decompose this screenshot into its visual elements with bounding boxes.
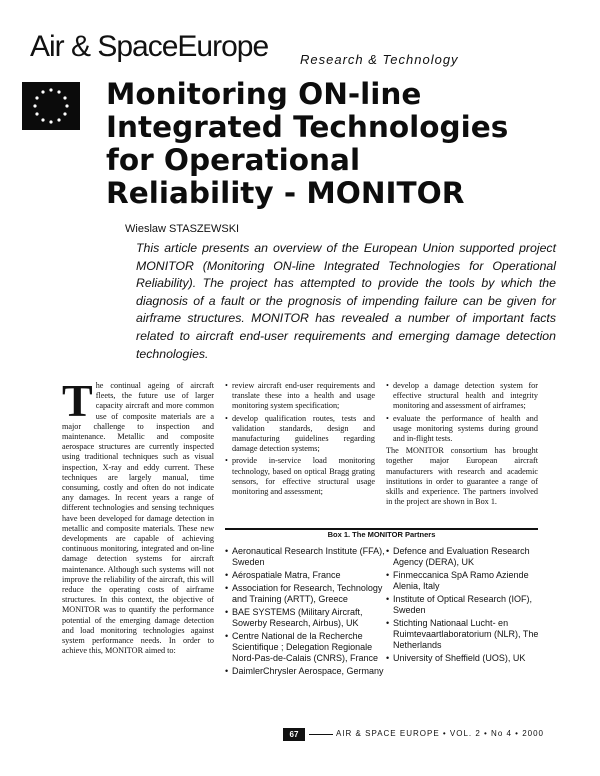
section-label: Research & Technology xyxy=(300,52,459,67)
partner-item: • University of Sheffield (UOS), UK xyxy=(386,653,541,664)
partner-item: • Aeronautical Research Institute (FFA), Sweden xyxy=(225,546,385,568)
list-item: • evaluate the performance of health and usage monitoring systems during ground and in-flight tests. xyxy=(386,414,538,445)
masthead-logo: Air & SpaceEurope xyxy=(30,30,269,63)
partners-right xyxy=(386,546,541,666)
list-item: • develop a damage detection system for effective structural health and integrity monitoring and assessment of airframes; xyxy=(386,381,538,412)
partner-item: • BAE SYSTEMS (Military Aircraft, Sowerby Research, Airbus), UK xyxy=(225,607,385,629)
partner-item: • Aérospatiale Matra, France xyxy=(225,570,385,581)
title-line: for Operational xyxy=(106,143,361,177)
body-text: he continual ageing of aircraft fleets, the future use of larger capacity aircraft and more common use of composite materials are a major challenge to inspection and maintenance. Metallic and composite aerospace structures are currently inspected using traditional techniques such as visual inspection, X-ray and eddy current. These techniques are largely manual, time consuming, costly and often do not indicate any damages. In recent years a range of different technologies and sensing techniques have been developed for damage detection in metallic and composite materials. These new developments are capable of achieving continuous monitoring, integrated and on-line damage detection systems for aircraft maintenance. Although such systems will not improve the reliability of the aircraft, this will reduce the operating costs of airframe structures. In this context, the objective of MONITOR was to quantify the performance potential of the emerging damage detection and load monitoring technologies against system performance needs. In order to achieve this, MONITOR aimed to: xyxy=(62,381,214,656)
title-line: Monitoring ON-line xyxy=(106,77,422,111)
body-column-1 xyxy=(62,375,214,656)
partner-item: • Association for Research, Technology and Training (ARTT), Greece xyxy=(225,583,385,605)
body-column-3 xyxy=(386,381,538,507)
partner-item: • Defence and Evaluation Research Agency (DERA), UK xyxy=(386,546,541,568)
list-item: • provide in-service load monitoring technology, based on optical Bragg grating sensors, for effective structural usage monitoring and assessment; xyxy=(225,456,375,497)
title-line: Integrated Technologies xyxy=(106,110,509,144)
title-line: Reliability - MONITOR xyxy=(106,176,465,210)
abstract: This article presents an overview of the European Union supported project MONITOR (Monitoring ON-line Integrated Technologies for Operational Reliability). The project has attempted to provide the tools by which the diagnosis of a fault or the prognosis of impending failure can be given for airframe structures. MONITOR has revealed a number of important facts related to aircraft end-user requirements and emerging damage detection technologies. xyxy=(136,241,556,361)
partners-left xyxy=(225,546,385,679)
footer-journal: AIR & SPACE EUROPE • VOL. 2 • No 4 • 2000 xyxy=(336,729,544,738)
author-name: Wieslaw STASZEWSKI xyxy=(125,223,240,235)
drop-cap: T xyxy=(62,375,93,426)
partner-item: • Institute of Optical Research (IOF), Sweden xyxy=(386,594,541,616)
body-column-2 xyxy=(225,381,375,499)
box-title: Box 1. The MONITOR Partners xyxy=(327,530,436,539)
list-item: • review aircraft end-user requirements and translate these into a health and usage monitoring system specification; xyxy=(225,381,375,412)
article-title xyxy=(106,78,576,210)
partner-item: • Finmeccanica SpA Ramo Aziende Alenia, Italy xyxy=(386,570,541,592)
eu-flag-icon xyxy=(22,82,80,130)
partner-item: • Stichting Nationaal Lucht- en Ruimtevaartlaboratorium (NLR), The Netherlands xyxy=(386,618,541,651)
list-item: • develop qualification routes, tests and validation standards, design and manufacturing guidelines regarding damage detection systems; xyxy=(225,414,375,455)
partner-item: • Centre National de la Recherche Scientifique ; Delegation Regionale Nord-Pas-de-Calais (CNRS), France xyxy=(225,631,385,664)
page-number: 67 xyxy=(283,728,305,741)
partner-item: • DaimlerChrysler Aerospace, Germany xyxy=(225,666,385,677)
footer-rule xyxy=(309,734,333,735)
body-text: The MONITOR consortium has brought together major European aircraft manufacturers with research and academic institutions in order to guarantee a range of skills and experience. The partners involved in the project are shown in Box 1. xyxy=(386,446,538,507)
